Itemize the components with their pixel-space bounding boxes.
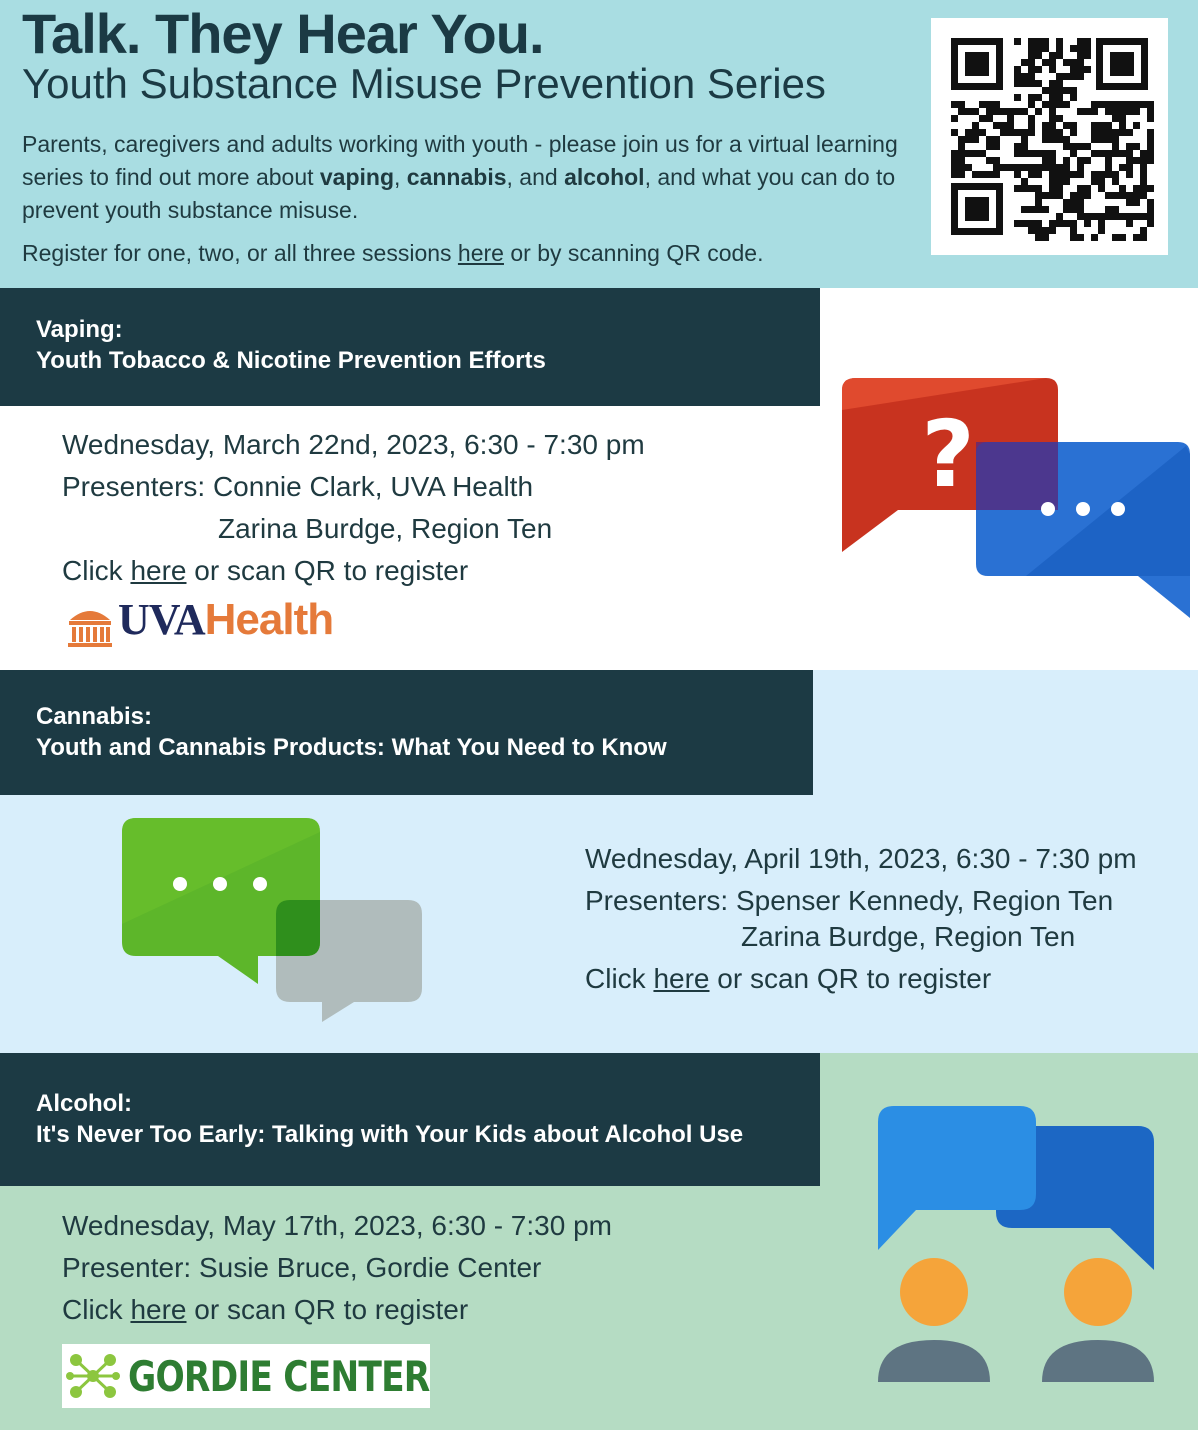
alcohol-topic: It's Never Too Early: Talking with Your Kids about Alcohol Use (36, 1121, 744, 1148)
vaping-here-link[interactable]: here (130, 555, 187, 586)
intro-vaping: vaping (319, 164, 395, 190)
register-here-link[interactable]: here (457, 240, 504, 266)
alcohol-register (62, 1289, 468, 1331)
vaping-register (62, 550, 468, 592)
intro-cannabis: cannabis (406, 164, 507, 190)
page-subtitle: Youth Substance Misuse Prevention Series (22, 60, 826, 107)
cannabis-topic: Youth and Cannabis Products: What You Need to Know (36, 734, 667, 761)
cannabis-header-bar (0, 670, 813, 795)
cannabis-category: Cannabis: (36, 703, 153, 730)
alcohol-presenter: Presenter: Susie Bruce, Gordie Center (62, 1252, 542, 1283)
register-tail: or scan QR to register (186, 555, 469, 586)
uva-wordmark-a: UVA (118, 595, 205, 644)
cannabis-date: Wednesday, April 19th, 2023, 6:30 - 7:30 pm (585, 843, 1137, 874)
register-tail: or scan QR to register (709, 963, 992, 994)
qr-code-icon (931, 18, 1168, 255)
dots-chat-icon (118, 814, 428, 1024)
uva-health-wordmark (118, 594, 333, 645)
gordie-wordmark: GORDIE CENTER (128, 1352, 430, 1401)
vaping-header-bar (0, 288, 820, 406)
uva-health-logo (66, 595, 334, 653)
question-chat-icon (838, 370, 1198, 630)
vaping-category: Vaping: (36, 316, 123, 343)
alcohol-date: Wednesday, May 17th, 2023, 6:30 - 7:30 pm (62, 1210, 612, 1241)
register-tail: or scan QR to register (186, 1294, 469, 1325)
qr-code[interactable] (931, 18, 1168, 255)
click-text: Click (62, 555, 131, 586)
intro-alcohol: alcohol (564, 164, 645, 190)
alcohol-header-bar (0, 1053, 820, 1186)
register-text: Register for one, two, or all three sessions (22, 240, 458, 266)
people-chat-icon (870, 1100, 1170, 1390)
register-line (22, 240, 764, 267)
uva-rotunda-icon (66, 600, 114, 648)
alcohol-category: Alcohol: (36, 1090, 132, 1117)
alcohol-here-link[interactable]: here (130, 1294, 187, 1325)
intro-text: , and (506, 164, 565, 190)
click-text: Click (62, 1294, 131, 1325)
gordie-center-logo (62, 1344, 430, 1408)
click-text: Click (585, 963, 654, 994)
cannabis-presenter-2: Zarina Burdge, Region Ten (741, 921, 1076, 952)
vaping-topic: Youth Tobacco & Nicotine Prevention Efforts (36, 347, 546, 374)
svg-text:?: ? (921, 401, 975, 508)
vaping-date: Wednesday, March 22nd, 2023, 6:30 - 7:30 pm (62, 429, 645, 460)
cannabis-presenters: Presenters: Spenser Kennedy, Region Ten (585, 885, 1114, 916)
vaping-presenters: Presenters: Connie Clark, UVA Health (62, 471, 534, 502)
intro-text: Parents, caregivers and adults working with youth - please join us for a virtual learning series to find out more about (22, 131, 898, 190)
intro-text: , and what you can do to prevent youth substance misuse. (22, 164, 896, 223)
cannabis-here-link[interactable]: here (653, 963, 710, 994)
gordie-molecule-icon (66, 1350, 120, 1402)
intro-paragraph (22, 128, 902, 227)
register-text: or by scanning QR code. (503, 240, 764, 266)
vaping-presenter-2: Zarina Burdge, Region Ten (218, 513, 553, 544)
intro-text: , (394, 164, 407, 190)
cannabis-register (585, 958, 991, 1000)
page-title: Talk. They Hear You. (22, 2, 544, 65)
uva-wordmark-b: Health (204, 595, 334, 644)
